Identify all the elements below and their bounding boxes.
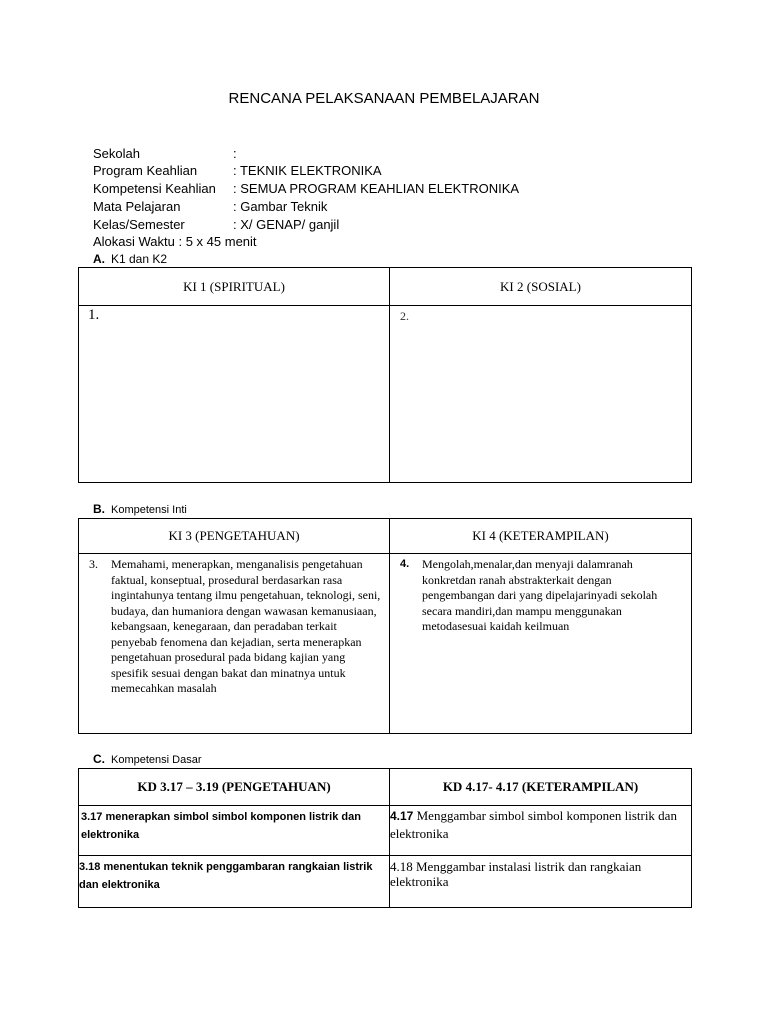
kd4-row-text: Menggambar instalasi listrik dan rangkaian elektronika (390, 859, 642, 889)
identity-value: : X/ GENAP/ ganjil (233, 217, 340, 232)
identity-row-kompetensi-keahlian (93, 180, 519, 197)
ki3-ki4-table (78, 518, 692, 734)
kd4-row-number: 4.18 (390, 859, 413, 874)
ki3-item (89, 557, 381, 697)
section-letter: B. (93, 502, 105, 516)
ki4-item-number: 4. (400, 558, 410, 570)
identity-row-mata-pelajaran (93, 198, 327, 215)
kd4-header: KD 4.17- 4.17 (KETERAMPILAN) (390, 769, 692, 806)
identity-label: Sekolah (93, 146, 140, 161)
ki4-cell (390, 554, 692, 734)
ki2-item-number: 2. (400, 309, 409, 323)
kd-table (78, 768, 692, 908)
section-c-heading (93, 752, 202, 766)
document-title: RENCANA PELAKSANAAN PEMBELAJARAN (228, 90, 540, 107)
ki1-cell (79, 306, 390, 483)
identity-value: : Gambar Teknik (233, 199, 328, 214)
section-a-heading (93, 252, 167, 266)
ki2-cell (390, 306, 692, 483)
kd4-row-cell (390, 806, 692, 856)
section-label: Kompetensi Dasar (111, 754, 202, 766)
identity-row-program-keahlian (93, 162, 382, 179)
ki4-item-text: Mengolah,menalar,dan menyaji dalamranah konkretdan ranah abstrakterkait dengan pengembangan dari yang dipelajarinyadi sekolah secara mandiri,dan mampu menggunakan metodasesuai kaidah keilmuan (422, 557, 658, 633)
identity-row-sekolah (93, 145, 237, 162)
identity-label: Mata Pelajaran (93, 199, 181, 214)
kd3-header: KD 3.17 – 3.19 (PENGETAHUAN) (79, 769, 390, 806)
kd3-row-text: 3.18 menentukan teknik penggambaran rangkaian listrik dan elektronika (79, 861, 373, 891)
identity-value: : SEMUA PROGRAM KEAHLIAN ELEKTRONIKA (233, 181, 520, 196)
ki4-item (400, 557, 681, 635)
ki3-cell (79, 554, 390, 734)
ki1-ki2-table (78, 267, 692, 483)
section-letter: A. (93, 252, 105, 266)
kd4-row-number: 4.17 (390, 809, 414, 823)
kd4-row-text: Menggambar simbol simbol komponen listrik dan elektronika (390, 808, 677, 841)
section-b-heading (93, 502, 187, 516)
section-label: K1 dan K2 (111, 252, 168, 266)
ki4-header: KI 4 (KETERAMPILAN) (390, 519, 692, 554)
ki1-header: KI 1 (SPIRITUAL) (79, 268, 390, 306)
kd3-row-cell (79, 806, 390, 856)
ki3-item-number: 3. (89, 557, 98, 571)
ki1-item-number: 1. (88, 307, 100, 323)
identity-label: Kelas/Semester (93, 217, 185, 232)
section-label: Kompetensi Inti (111, 504, 187, 516)
identity-row-kelas-semester (93, 216, 339, 233)
identity-value: : TEKNIK ELEKTRONIKA (233, 163, 382, 178)
kd3-row-cell (79, 856, 390, 908)
identity-label: Kompetensi Keahlian (93, 181, 216, 196)
kd4-row-cell (390, 856, 692, 908)
kd3-row-text: 3.17 menerapkan simbol simbol komponen listrik dan elektronika (81, 811, 361, 841)
identity-label: Program Keahlian (93, 163, 198, 178)
alokasi-waktu: Alokasi Waktu : 5 x 45 menit (93, 234, 257, 249)
identity-value: : (233, 146, 237, 161)
ki3-header: KI 3 (PENGETAHUAN) (79, 519, 390, 554)
section-letter: C. (93, 752, 105, 766)
ki2-header: KI 2 (SOSIAL) (390, 268, 692, 306)
ki3-item-text: Memahami, menerapkan, menganalisis pengetahuan faktual, konseptual, prosedural berdasarkan rasa ingintahunya tentang ilmu pengetahuan, teknologi, seni, budaya, dan humaniora dengan wawasan kemanusiaan, kebangsaan, kenegaraan, dan peradaban terkait penyebab fenomena dan kejadian, serta menerapkan pengetahuan prosedural pada bidang kajian yang spesifik sesuai dengan bakat dan minatnya untuk memecahkan masalah (111, 557, 381, 695)
